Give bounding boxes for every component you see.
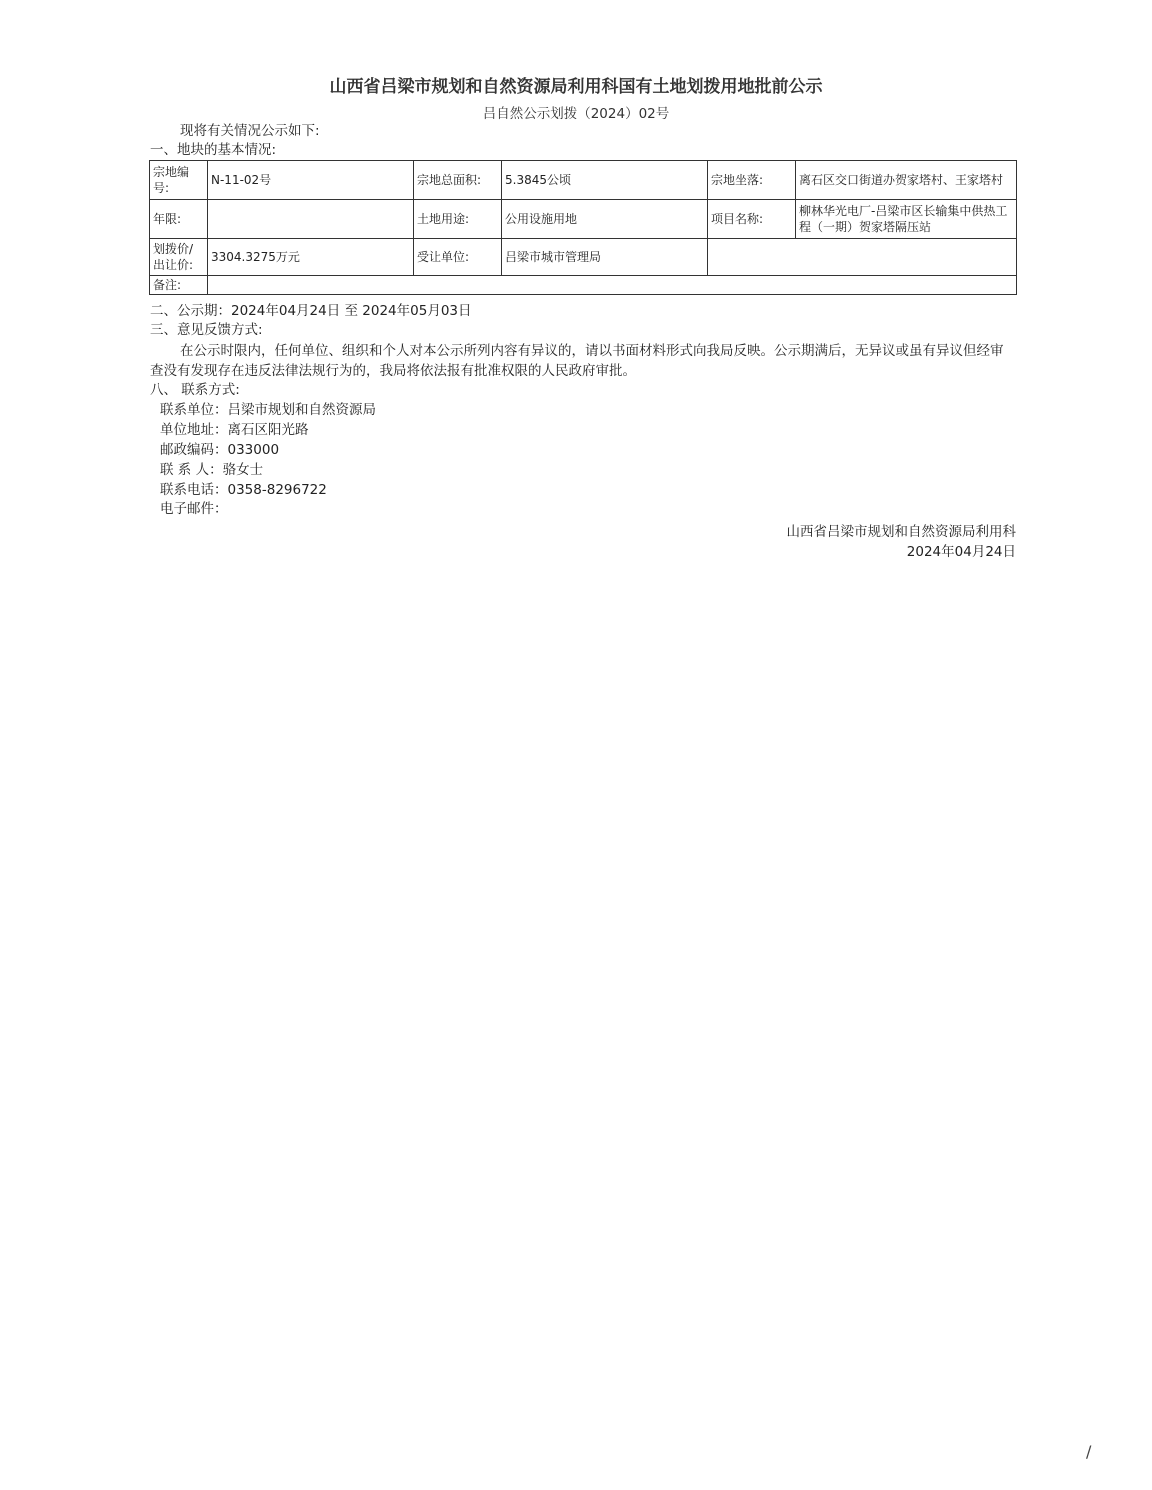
contact-address: 单位地址：离石区阳光路 [160,422,309,438]
section-3-heading: 三、意见反馈方式: [150,322,263,338]
remarks-value [208,276,1017,295]
parcel-no-value: N-11-02号 [208,161,414,200]
price-label: 划拨价/出让价: [150,239,208,276]
project-value: 柳林华光电厂-吕梁市区长输集中供热工程（一期）贺家塔隔压站 [796,200,1017,239]
table-row [150,276,1017,295]
empty-cell [708,239,1017,276]
contact-person: 联 系 人：骆女士 [160,462,264,478]
total-area-label: 宗地总面积: [414,161,502,200]
term-label: 年限: [150,200,208,239]
intro-text: 现将有关情况公示如下: [180,123,320,139]
parcel-no-label: 宗地编号: [150,161,208,200]
page-mark: / [1086,1442,1092,1461]
total-area-value: 5.3845公顷 [502,161,708,200]
grantee-label: 受让单位: [414,239,502,276]
location-label: 宗地坐落: [708,161,796,200]
section-8-heading: 八、 联系方式: [150,382,240,398]
table-row [150,200,1017,239]
contact-phone: 联系电话：0358-8296722 [160,482,327,498]
signature-date: 2024年04月24日 [906,544,1016,560]
land-use-value: 公用设施用地 [502,200,708,239]
section-3-body: 在公示时限内，任何单位、组织和个人对本公示所列内容有异议的，请以书面材料形式向我局反映。公示期满后，无异议或虽有异议但经审查没有发现存在违反法律法规行为的，我局将依法报有批准权限的人民政府审批。 [150,343,1004,379]
contact-email: 电子邮件： [160,501,228,517]
table-row [150,161,1017,200]
land-use-label: 土地用途: [414,200,502,239]
parcel-info-table [149,160,1017,295]
grantee-value: 吕梁市城市管理局 [502,239,708,276]
term-value [208,200,414,239]
project-label: 项目名称: [708,200,796,239]
table-row [150,239,1017,276]
signature-org: 山西省吕梁市规划和自然资源局利用科 [786,524,1016,540]
section-2-period: 二、公示期：2024年04月24日 至 2024年05月03日 [150,303,472,319]
remarks-label: 备注: [150,276,208,295]
contact-unit: 联系单位：吕梁市规划和自然资源局 [160,402,376,418]
contact-postcode: 邮政编码：033000 [160,442,280,458]
price-value: 3304.3275万元 [208,239,414,276]
document-title: 山西省吕梁市规划和自然资源局利用科国有土地划拨用地批前公示 [329,77,823,97]
section-1-heading: 一、地块的基本情况: [150,142,277,158]
location-value: 离石区交口街道办贺家塔村、王家塔村 [796,161,1017,200]
document-number: 吕自然公示划拨（2024）02号 [482,106,670,122]
